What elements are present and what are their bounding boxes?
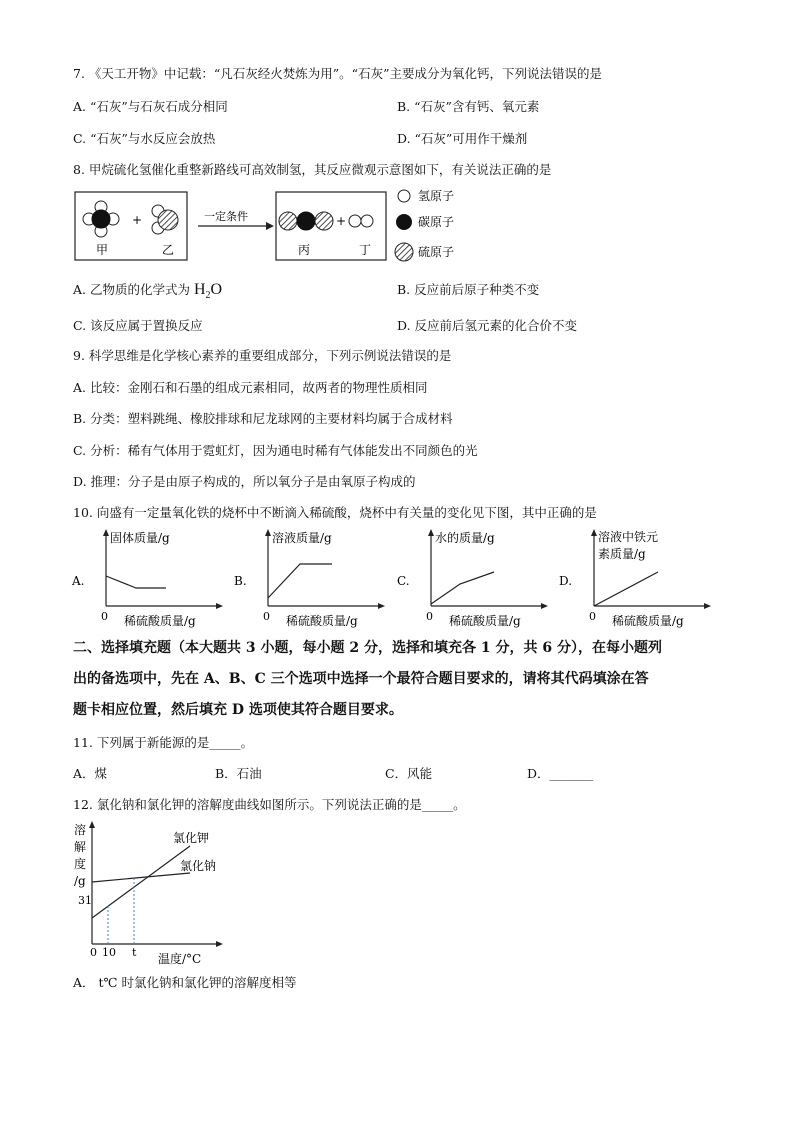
section2-line1: 二、选择填充题（本大题共 3 小题，每小题 2 分，选择和填充各 1 分，共 6 分），在每小题列	[73, 640, 662, 656]
graph-b-ylabel: 溶液质量/g	[272, 531, 332, 545]
q12-option-a: A． t℃ 时氯化钠和氯化钾的溶解度相等	[73, 975, 297, 990]
sulfur-atom	[279, 212, 297, 230]
y-label-char: 度	[74, 857, 87, 871]
label-bing: 丙	[298, 243, 311, 257]
q9-option-d: D. 推理：分子是由原子构成的，所以氧分子是由氧原子构成的	[73, 474, 416, 489]
graph-b-curve	[268, 564, 332, 598]
sulfur-atom	[315, 212, 333, 230]
q8-option-b: B. 反应前后原子种类不变	[397, 282, 540, 297]
graph-b-option: B.	[234, 574, 247, 588]
carbon-atom	[92, 210, 110, 228]
y-label-char: 溶	[74, 823, 87, 837]
kcl-label: 氯化钾	[173, 831, 210, 845]
graph-c-origin: 0	[426, 610, 433, 623]
q9-stem: 9. 科学思维是化学核心素养的重要组成部分，下列示例说法错误的是	[73, 348, 452, 363]
q8-option-a: A. 乙物质的化学式为 $H_2O$	[73, 281, 223, 302]
graph-c-xlabel: 稀硫酸质量/g	[449, 614, 521, 628]
legend-sulfur-icon	[395, 243, 413, 261]
plus-sign: +	[132, 213, 143, 227]
q12-stem: 12. 氯化钠和氯化钾的溶解度曲线如图所示。下列说法正确的是_____。	[73, 797, 466, 812]
section2-line3: 题卡相应位置，然后填充 D 选项使其符合题目要求。	[73, 702, 403, 718]
graph-b	[234, 529, 385, 628]
section2-line2: 出的备选项中，先在 A、B、C 三个选项中选择一个最符合题目要求的，请将其代码填涂在答	[73, 671, 649, 687]
graph-d-ylabel-2: 素质量/g	[598, 547, 646, 561]
label-ding: 丁	[359, 243, 372, 257]
q10-stem: 10. 向盛有一定量氧化铁的烧杯中不断滴入稀硫酸，烧杯中有关量的变化见下图，其中正确的是	[73, 505, 597, 520]
q7-option-b: B. “石灰”含有钙、氧元素	[397, 99, 540, 114]
legend-carbon: 碳原子	[418, 215, 455, 229]
graph-b-xlabel: 稀硫酸质量/g	[286, 614, 358, 628]
q11-stem: 11. 下列属于新能源的是_____。	[73, 735, 254, 750]
graph-d-option: D.	[559, 574, 573, 588]
q8-stem: 8. 甲烷硫化氢催化重整新路线可高效制氢，其反应微观示意图如下，有关说法正确的是	[73, 162, 552, 177]
y-label-char: /g	[74, 874, 86, 888]
legend-hydrogen-icon	[398, 190, 410, 202]
q11-option-d: D．_______	[527, 766, 594, 781]
formula-h2o: $H_2O$	[193, 281, 223, 302]
graph-d-curve	[594, 572, 658, 606]
sulfur-atom	[158, 210, 178, 230]
graph-d-ylabel-1: 溶液中铁元	[598, 530, 659, 544]
graph-b-origin: 0	[263, 610, 270, 623]
graph-c-curve	[431, 572, 494, 604]
reaction-condition: 一定条件	[204, 210, 248, 223]
graph-c-option: C.	[397, 574, 410, 588]
label-jia: 甲	[96, 243, 109, 257]
y-label-char: 解	[74, 840, 87, 854]
graph-a	[71, 529, 223, 628]
q9-option-a: A. 比较：金刚石和石墨的组成元素相同，故两者的物理性质相同	[73, 380, 428, 395]
nacl-label: 氯化钠	[180, 859, 217, 873]
q11-option-c: C．风能	[385, 766, 433, 781]
plus-sign: +	[336, 214, 347, 228]
kcl-curve	[92, 846, 190, 918]
q7-option-d: D. “石灰”可用作干燥剂	[397, 131, 528, 146]
x-tick-0: 0	[90, 946, 97, 959]
nacl-curve	[92, 873, 190, 882]
legend-hydrogen: 氢原子	[418, 189, 455, 203]
carbon-atom	[297, 212, 315, 230]
q8-option-d: D. 反应前后氢元素的化合价不变	[397, 318, 578, 333]
graph-d-origin: 0	[589, 610, 596, 623]
y-value-31: 31	[78, 894, 92, 907]
hydrogen-atom	[361, 215, 373, 227]
graph-a-xlabel: 稀硫酸质量/g	[124, 614, 196, 628]
q7-option-a: A. “石灰”与石灰石成分相同	[73, 99, 228, 114]
q8-option-c: C. 该反应属于置换反应	[73, 318, 203, 333]
x-label: 温度/°C	[158, 952, 202, 966]
graph-c-ylabel: 水的质量/g	[435, 531, 495, 545]
hydrogen-atom	[349, 215, 361, 227]
legend-sulfur: 硫原子	[418, 245, 455, 259]
label-yi: 乙	[162, 243, 175, 257]
graph-a-option: A.	[72, 574, 85, 588]
graph-a-ylabel: 固体质量/g	[110, 531, 170, 545]
q11-option-a: A．煤	[73, 766, 108, 781]
q10-graphs	[70, 528, 730, 630]
legend-carbon-icon	[396, 214, 412, 230]
q9-option-c: C. 分析：稀有气体用于霓虹灯，因为通电时稀有气体能发出不同颜色的光	[73, 443, 478, 458]
graph-a-origin: 0	[101, 610, 108, 623]
graph-d	[559, 529, 711, 628]
q9-option-b: B. 分类：塑料跳绳、橡胶排球和尼龙球网的主要材料均属于合成材料	[73, 411, 453, 426]
q12-solubility-chart	[70, 818, 240, 968]
graph-d-xlabel: 稀硫酸质量/g	[612, 614, 684, 628]
q7-stem: 7. 《天工开物》中记载：“凡石灰经火焚炼为用”。“石灰”主要成分为氧化钙，下列说法错误的是	[73, 66, 602, 81]
graph-c	[397, 529, 548, 628]
q11-option-b: B．石油	[215, 766, 262, 781]
q7-option-c: C. “石灰”与水反应会放热	[73, 131, 216, 146]
q8-reaction-diagram	[70, 182, 470, 270]
x-tick-t: t	[132, 946, 137, 959]
graph-a-curve	[106, 576, 166, 588]
x-tick-10: 10	[102, 946, 116, 959]
